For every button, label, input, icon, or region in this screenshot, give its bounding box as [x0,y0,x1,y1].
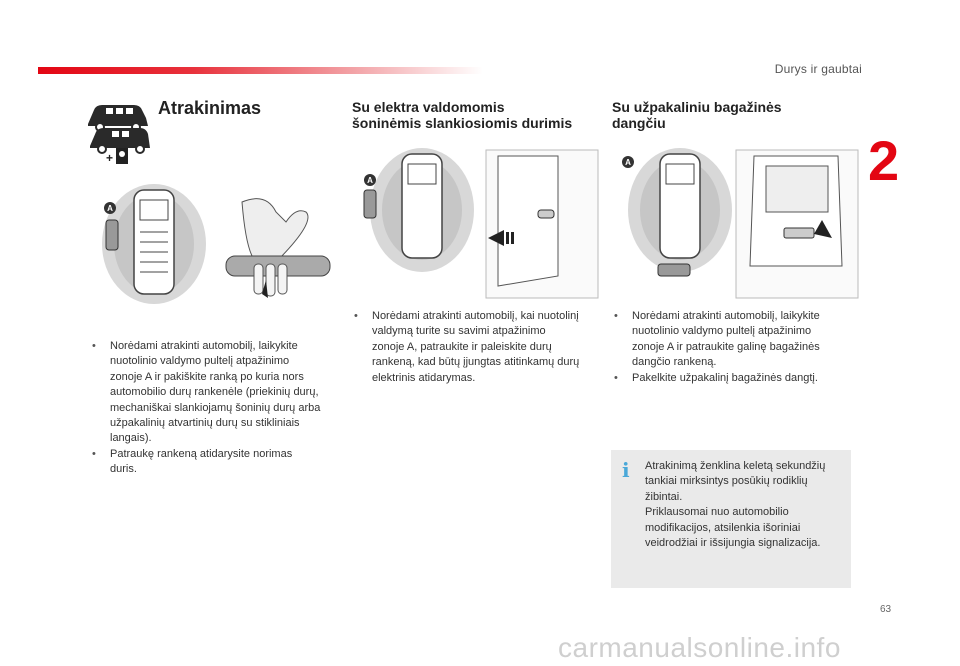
tailgate-steps-list [610,309,854,386]
zone-marker-label: A [107,204,113,213]
tailgate-step-1: • Norėdami atrakinti automobilį, laikykite nuotolinio valdymo pultelį atpažinimo zonoje A ir patraukite galinę bagažinės dangčio rankeną. [610,309,854,371]
zone-marker-label: A [367,176,373,185]
van-variants-icon [84,96,156,166]
chapter-number: 2 [868,129,900,192]
unlock-steps-list [88,339,328,478]
keyless-zone-illustration [96,182,336,312]
section-heading-unlocking: Atrakinimas [158,98,262,118]
electric-sliding-door-illustration [358,146,602,302]
electric-door-step-1: • Norėdami atrakinti automobilį, kai nuotolinį valdymą turite su savimi atpažinimo zonoje A, patraukite ir paleiskite durų rankeną, kad būtų įjungtas atitinkamų durų elektrinis atidarymas. [350,309,594,386]
tailgate-illustration [616,146,860,302]
unlock-step-1: • Norėdami atrakinti automobilį, laikykite nuotolinio valdymo pultelį atpažinimo zonoje A ir pakiškite ranką po kuria nors automobilio durų rankenėle (priekinių durų, mechaniškai slankiojamų šoninių durų arba užpakalinių atvartinių durų su stikliniais langais). [88,339,328,447]
tailgate-step-2: • Pakelkite užpakalinį bagažinės dangtį. [610,371,854,386]
page-number: 63 [880,604,892,615]
electric-door-steps-list [350,309,594,386]
section-heading-tailgate: Su užpakaliniu bagažinės dangčiu [612,99,782,131]
section-title: Durys ir gaubtai [774,62,862,76]
zone-marker-label: A [625,158,631,167]
unlock-step-2: • Patraukę rankeną atidarysite norimas duris. [88,447,328,478]
watermark: carmanualsonline.info [558,632,841,663]
info-text: Atrakinimą ženklina keletą sekundžių tankiai mirksintys posūkių rodiklių žibintai. Priklausomai nuo automobilio modifikacijos, atsilenkia išoriniai veidrodžiai ir išsijungia signalizacija. [645,460,826,550]
svg-text:+: + [106,151,114,165]
info-icon: i [622,458,630,482]
section-heading-electric-sliding: Su elektra valdomomis šoninėmis slankiosiomis durimis [352,99,573,131]
header-red-bar [38,67,483,74]
